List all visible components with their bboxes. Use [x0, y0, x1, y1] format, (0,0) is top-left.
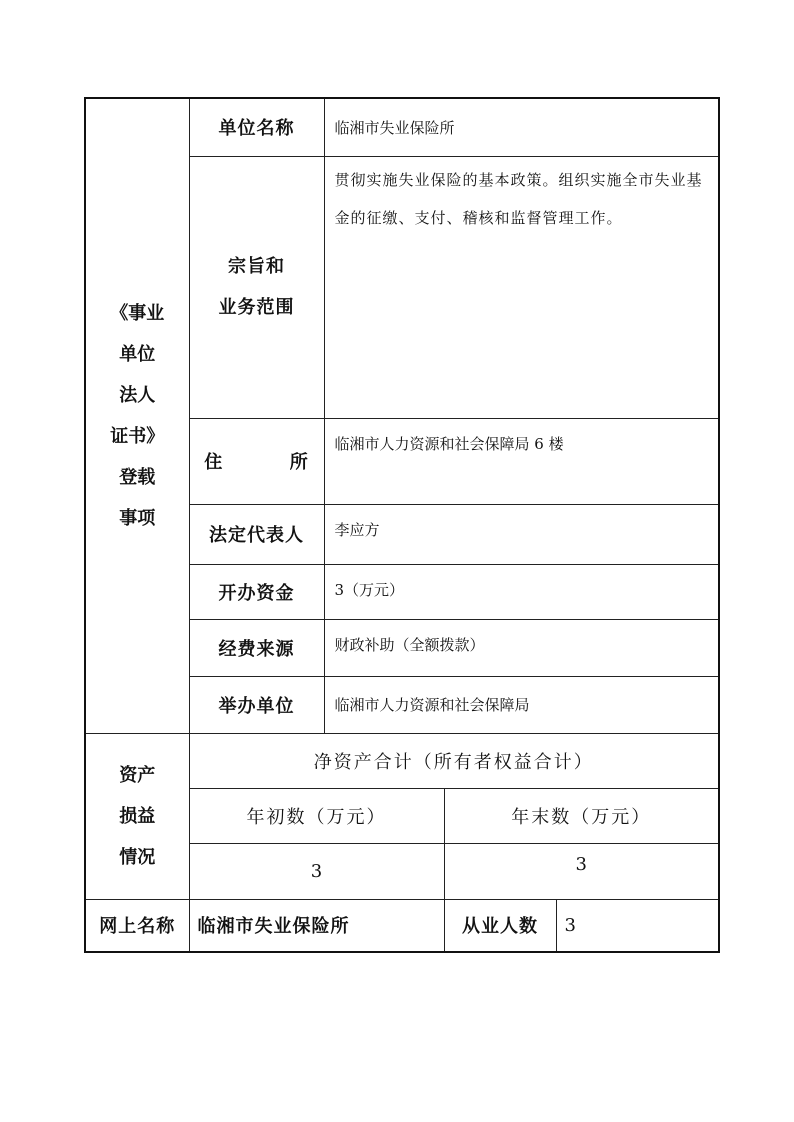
section-title-line: 损益 — [119, 805, 156, 827]
address-label-right: 所 — [289, 452, 309, 473]
address-label-left: 住 — [204, 452, 224, 473]
assets-section-title — [85, 733, 189, 899]
staff-count-label: 从业人数 — [444, 899, 556, 952]
net-assets-label: 净资产合计（所有者权益合计） — [189, 733, 719, 788]
purpose-value: 贯彻实施失业保险的基本政策。组织实施全市失业基金的征缴、支付、稽核和监督管理工作。 — [324, 156, 719, 418]
sponsor-value: 临湘市人力资源和社会保障局 — [324, 676, 719, 733]
section-title-line: 事项 — [119, 507, 156, 529]
begin-year-value: 3 — [189, 843, 444, 899]
end-year-value: 3 — [444, 843, 719, 899]
section-title-line: 资产 — [119, 764, 156, 786]
begin-year-label: 年初数（万元） — [189, 788, 444, 843]
purpose-label-line: 宗旨和 — [228, 256, 285, 277]
section-title-line: 法人 — [119, 384, 156, 406]
legal-rep-label: 法定代表人 — [189, 504, 324, 564]
legal-rep-value: 李应方 — [324, 504, 719, 564]
unit-name-label: 单位名称 — [189, 98, 324, 156]
funding-value: 财政补助（全额拨款） — [324, 619, 719, 676]
address-label — [189, 418, 324, 504]
section-title-line: 单位 — [119, 343, 156, 365]
registration-section-title — [85, 98, 189, 733]
online-name-value: 临湘市失业保险所 — [189, 899, 444, 952]
registration-form-table — [84, 97, 720, 953]
address-value: 临湘市人力资源和社会保障局 6 楼 — [324, 418, 719, 504]
capital-label: 开办资金 — [189, 564, 324, 619]
section-title-line: 情况 — [119, 846, 156, 868]
section-title-line: 登载 — [119, 466, 156, 488]
purpose-label — [189, 156, 324, 418]
staff-count-value: 3 — [556, 899, 719, 952]
section-title-line: 证书》 — [110, 425, 165, 447]
funding-label: 经费来源 — [189, 619, 324, 676]
section-title-line: 《事业 — [110, 302, 165, 324]
purpose-label-line: 业务范围 — [218, 297, 295, 318]
online-name-label: 网上名称 — [85, 899, 189, 952]
sponsor-label: 举办单位 — [189, 676, 324, 733]
end-year-label: 年末数（万元） — [444, 788, 719, 843]
unit-name-value: 临湘市失业保险所 — [324, 98, 719, 156]
capital-value: 3（万元） — [324, 564, 719, 619]
